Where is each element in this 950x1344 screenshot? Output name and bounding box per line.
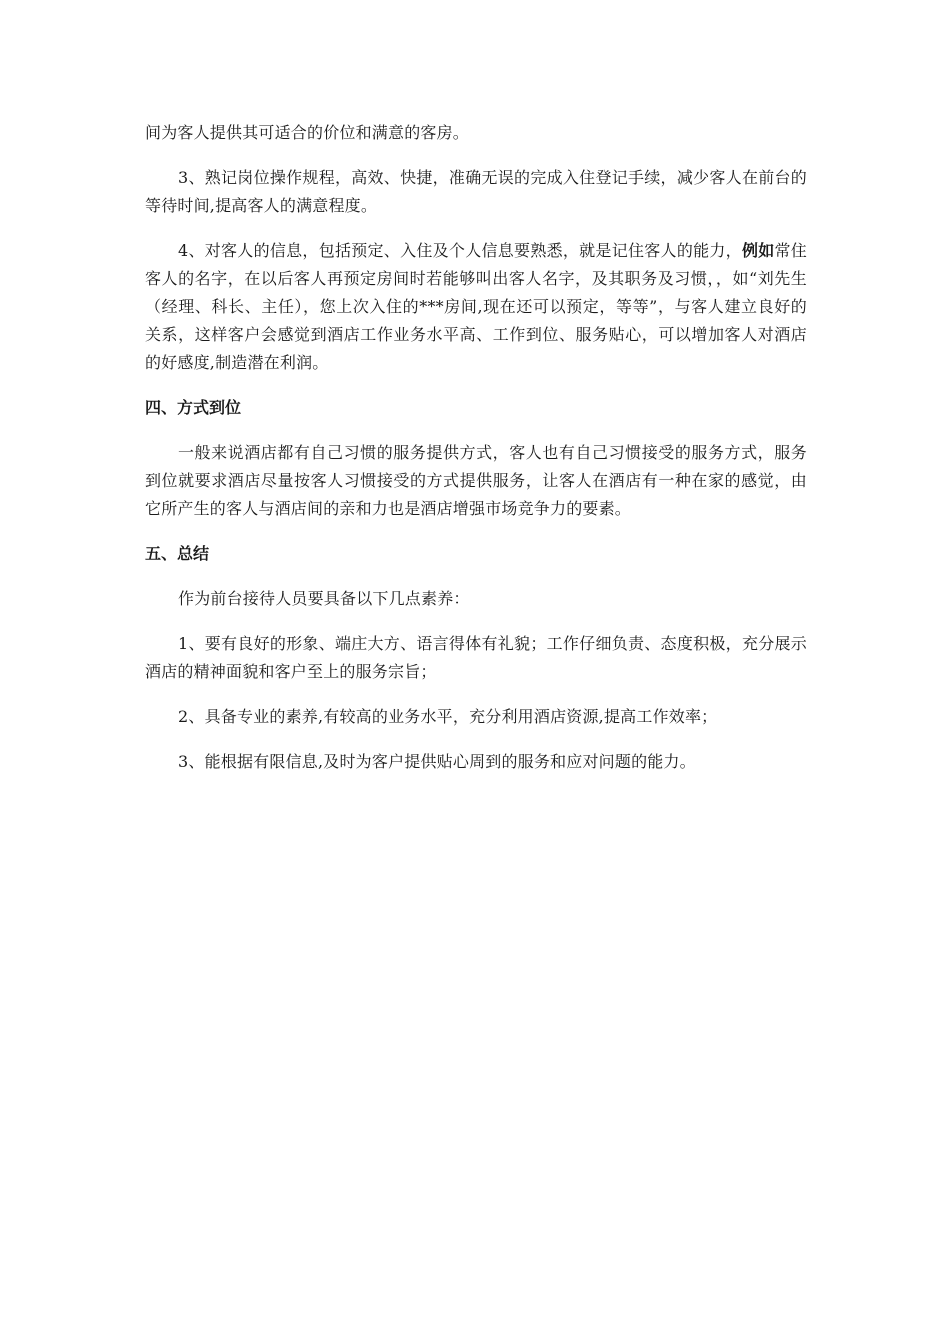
paragraph-summary-item-1: 1、要有良好的形象、端庄大方、语言得体有礼貌；工作仔细负责、态度积极，充分展示酒店的精神面貌和客户至上的服务宗旨； — [145, 634, 807, 681]
paragraph-guest-info-part1: 4、对客人的信息，包括预定、入住及个人信息要熟悉，就是记住客人的能力， — [178, 241, 742, 260]
section-heading-method: 四、方式到位 — [145, 398, 242, 417]
paragraph-checkin-procedure: 3、熟记岗位操作规程，高效、快捷，准确无误的完成入住登记手续，减少客人在前台的等待时间,提高客人的满意程度。 — [145, 168, 807, 215]
paragraph-guest-info-bold: 例如 — [741, 241, 775, 260]
document-page — [145, 119, 807, 793]
paragraph-guest-info — [145, 237, 807, 377]
paragraph-service-method: 一般来说酒店都有自己习惯的服务提供方式，客人也有自己习惯接受的服务方式，服务到位就要求酒店尽量按客人习惯接受的方式提供服务，让客人在酒店有一种在家的感觉，由它所产生的客人与酒店间的亲和力也是酒店增强市场竞争力的要素。 — [145, 443, 807, 518]
paragraph-guest-info-part2: 常住客人的名字，在以后客人再预定房间时若能够叫出客人名字，及其职务及习惯，，如“刘先生（经理、科长、主任），您上次入住的***房间,现在还可以预定，等等”，与客人建立良好的关系，这样客户会感觉到酒店工作业务水平高、工作到位、服务贴心，可以增加客人对酒店的好感度,制造潜在利润。 — [145, 241, 807, 372]
section-heading-summary: 五、总结 — [145, 544, 210, 563]
paragraph-summary-item-3: 3、能根据有限信息,及时为客户提供贴心周到的服务和应对问题的能力。 — [178, 752, 696, 771]
paragraph-room-offer: 间为客人提供其可适合的价位和满意的客房。 — [145, 123, 470, 142]
paragraph-summary-intro: 作为前台接待人员要具备以下几点素养： — [178, 589, 470, 608]
paragraph-summary-item-2: 2、具备专业的素养,有较高的业务水平，充分利用酒店资源,提高工作效率； — [178, 707, 718, 726]
